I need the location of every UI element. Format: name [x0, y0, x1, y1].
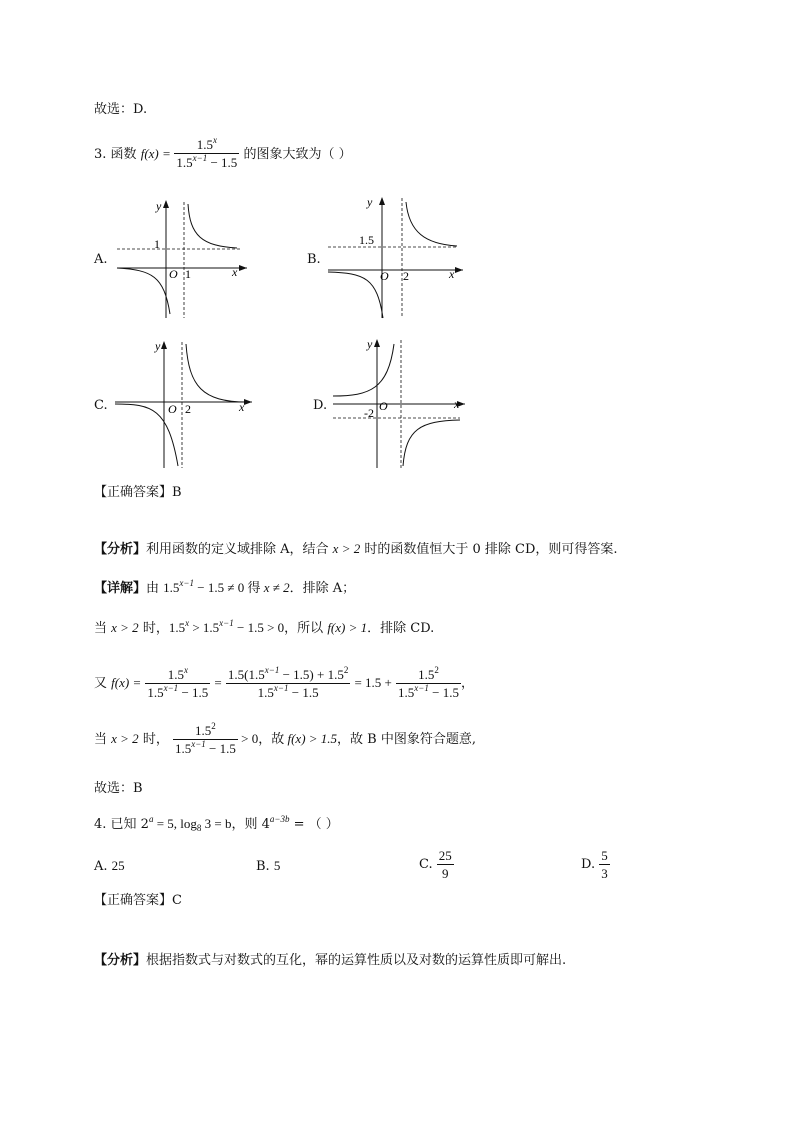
analysis-3: 【分析】利用函数的定义域排除 A，结合 x > 2 时的函数值恒大于 0 排除 CD，则可得答案. — [94, 541, 618, 557]
fraction-4: $\frac{1.5^2}{1.5^{x-1} - 1.5}$ — [174, 721, 236, 756]
detail-3: 【详解】由 $1.5^{x-1} - 1.5 \ne 0$ 得 x ≠ 2．排除 A； — [94, 578, 356, 596]
graph-d — [330, 334, 470, 472]
graph-b — [325, 192, 470, 322]
curve-right — [403, 420, 460, 466]
answer-3: 【正确答案】B — [94, 485, 182, 500]
curve-left — [328, 272, 383, 318]
fraction-1: $\frac{1.5^x}{1.5^{x-1} - 1.5}$ — [147, 665, 209, 700]
x-axis-arrow — [455, 267, 463, 273]
graph-a — [112, 196, 252, 322]
x-label: x — [239, 400, 245, 414]
curve-right — [188, 204, 237, 248]
y-label: y — [367, 195, 373, 209]
fraction-3: $\frac{1.5^2}{1.5^{x-1} - 1.5}$ — [398, 665, 459, 700]
question-4: 4. 已知 $2^a = 5$, $\log_8 3 = b$，则 $4^{a-3b}$ = （ ） — [94, 814, 339, 833]
fraction-2: $\frac{1.5(1.5^{x-1} - 1.5) + 1.5^2}{1.5^{x-1} - 1.5}$ — [227, 665, 349, 700]
y-tick: 1.5 — [359, 233, 374, 247]
y-tick: -2 — [364, 406, 374, 420]
y-axis-arrow — [163, 200, 169, 208]
curve-left — [333, 344, 394, 396]
function-fraction: $\frac{1.5^x}{1.5^{x-1} - 1.5}$ — [176, 135, 238, 170]
option-c-label: C. — [94, 398, 108, 413]
x-tick: 1 — [185, 267, 191, 281]
answer-4: 【正确答案】C — [94, 893, 182, 908]
origin-label: O — [379, 399, 388, 413]
question-suffix: 的图象大致为（ ） — [243, 147, 352, 162]
function-name: f(x) — [140, 146, 159, 161]
q4-option-a: A. 25 — [94, 858, 125, 874]
x-label: x — [449, 267, 455, 281]
question-prefix: 函数 — [110, 147, 137, 162]
curve-left — [117, 268, 170, 314]
x-label: x — [454, 397, 460, 411]
graph-c — [112, 336, 257, 472]
y-axis-arrow — [374, 339, 380, 347]
x-tick: 2 — [185, 402, 191, 416]
origin-label: O — [380, 269, 389, 283]
reasoning-line-2: 又 f(x) = $\frac{1.5^x}{1.5^{x-1} - 1.5}$ = $\frac{1.5(1.5^{x-1} - 1.5) + 1.5^2}{1.5^{x-1} - 1.5}$ = 1.5 + $\frac{1.5^2}{1.5^{x-1} - 1.5}$ ， — [94, 665, 474, 700]
q4-option-b: B. 5 — [256, 858, 281, 874]
y-axis-arrow — [161, 341, 167, 349]
prev-answer-line: 故选：D. — [94, 102, 148, 117]
curve-right — [186, 344, 247, 402]
reasoning-line-1: 当 x > 2 时，$1.5^x > 1.5^{x-1} - 1.5 > 0$，所以 f(x) > 1．排除 CD. — [94, 618, 435, 636]
x-label: x — [232, 265, 238, 279]
choose-line: 故选：B — [94, 781, 143, 796]
option-a-label: A. — [94, 252, 108, 267]
origin-label: O — [168, 402, 177, 416]
x-tick: 2 — [403, 269, 409, 283]
y-label: y — [155, 339, 161, 353]
reasoning-line-3: 当 x > 2 时， $\frac{1.5^2}{1.5^{x-1} - 1.5}$ > 0，故 f(x) > 1.5，故 B 中图象符合题意, — [94, 721, 476, 756]
q4-option-c: C. $\frac{25}{9}$ — [419, 848, 452, 881]
y-tick: 1 — [154, 237, 160, 251]
q4-option-d: D. $\frac{5}{3}$ — [581, 848, 608, 881]
option-d-label: D. — [313, 398, 328, 413]
analysis-4: 【分析】根据指数式与对数式的互化，幂的运算性质以及对数的运算性质即可解出. — [94, 953, 567, 968]
y-label: y — [367, 337, 373, 351]
curve-right — [406, 202, 457, 246]
y-label: y — [156, 199, 162, 213]
y-axis-arrow — [379, 197, 385, 205]
option-b-label: B. — [307, 252, 321, 267]
question-number: 3. — [94, 147, 107, 162]
x-axis-arrow — [239, 265, 247, 271]
question-3: 3. 函数 f(x) = $\frac{1.5^x}{1.5^{x-1} - 1.5}$ 的图象大致为（ ） — [94, 135, 352, 170]
origin-label: O — [169, 267, 178, 281]
